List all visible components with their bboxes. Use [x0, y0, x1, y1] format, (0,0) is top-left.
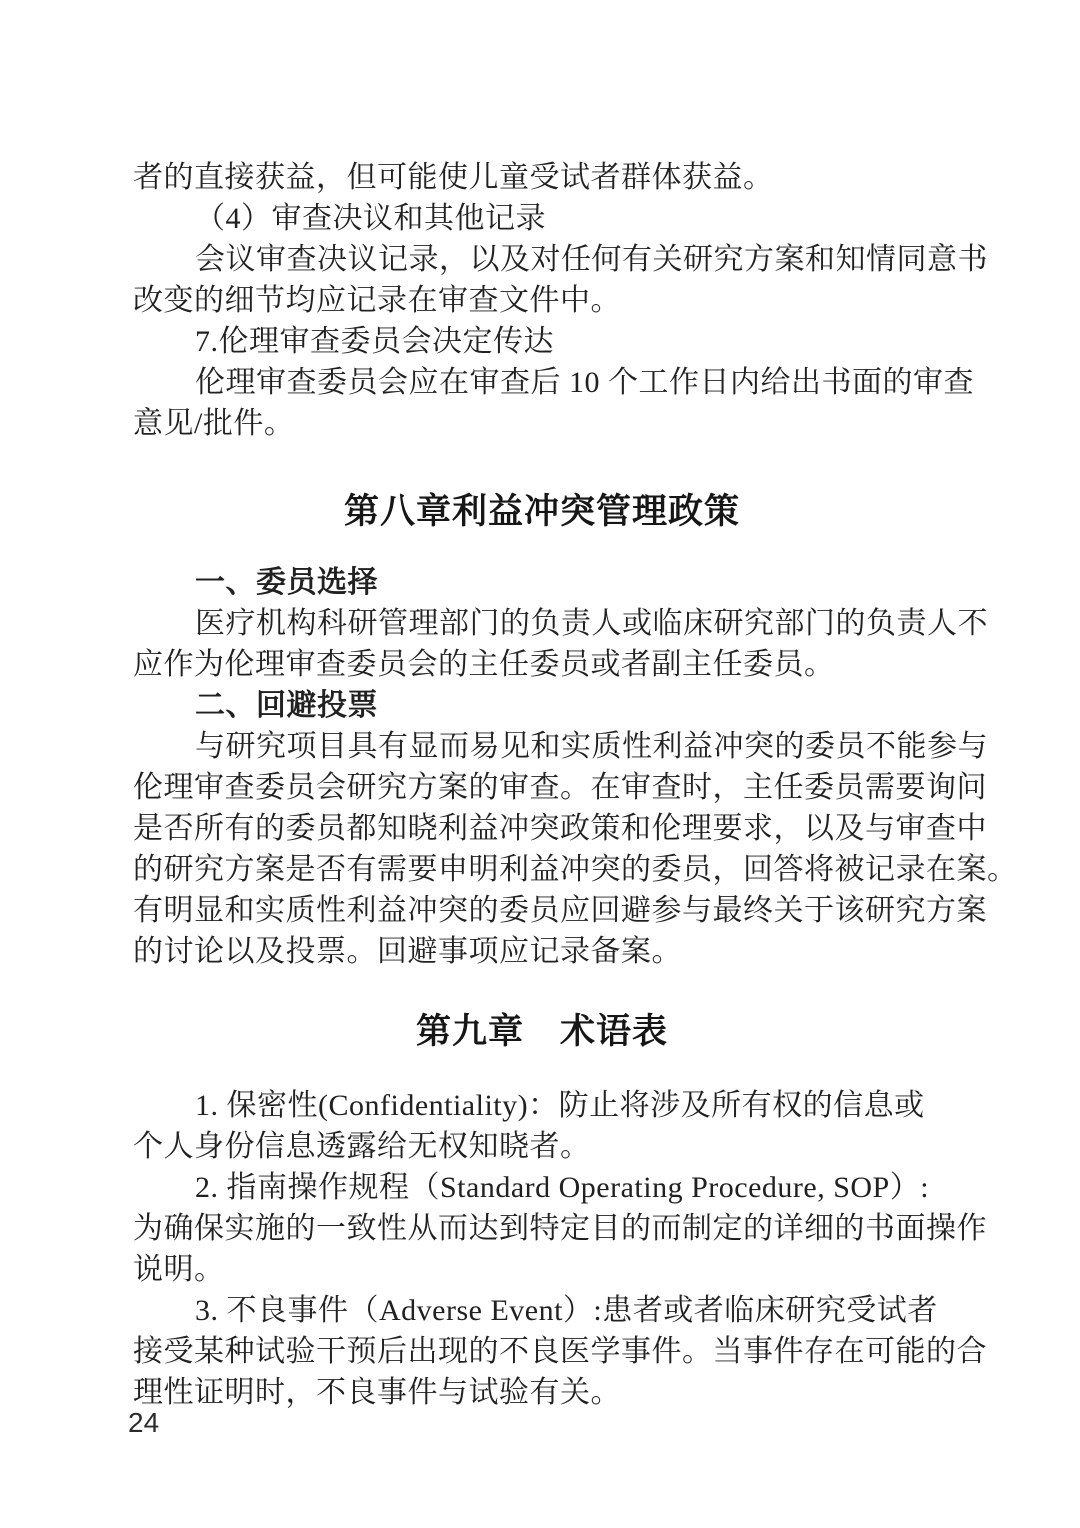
- chapter-9-title: 第九章 术语表: [415, 1012, 668, 1051]
- text-line: 为确保实施的一致性从而达到特定目的而制定的详细的书面操作: [133, 1212, 987, 1245]
- text-line: 的讨论以及投票。回避事项应记录备案。: [133, 935, 682, 968]
- text-line: （4）审查决议和其他记录: [195, 202, 546, 235]
- text-line: 应作为伦理审查委员会的主任委员或者副主任委员。: [133, 648, 835, 681]
- text-line: 者的直接获益，但可能使儿童受试者群体获益。: [133, 161, 774, 194]
- chapter-9-glossary: [133, 1085, 987, 1413]
- text-line: 说明。: [133, 1253, 225, 1286]
- page-content: [133, 157, 1018, 1413]
- text-line: 1. 保密性(Confidentiality)：防止将涉及所有权的信息或: [195, 1089, 925, 1122]
- intro-paragraph: [133, 157, 988, 444]
- text-line: 接受某种试验干预后出现的不良医学事件。当事件存在可能的合: [133, 1335, 987, 1368]
- text-line: 3. 不良事件（Adverse Event）:患者或者临床研究受试者: [195, 1294, 938, 1327]
- text-line: 与研究项目具有显而易见和实质性利益冲突的委员不能参与: [195, 730, 988, 763]
- chapter-8-body: [133, 562, 1018, 972]
- text-line: 个人身份信息透露给无权知晓者。: [133, 1130, 591, 1163]
- text-line: 改变的细节均应记录在审查文件中。: [133, 284, 621, 317]
- text-line: 伦理审查委员会研究方案的审查。在审查时，主任委员需要询问: [133, 771, 987, 804]
- text-line: 有明显和实质性利益冲突的委员应回避参与最终关于该研究方案: [133, 894, 987, 927]
- text-line: 2. 指南操作规程（Standard Operating Procedure, SOP）:: [195, 1171, 930, 1204]
- page-number: 24: [128, 1407, 160, 1438]
- chapter-8-title: 第八章利益冲突管理政策: [343, 492, 740, 531]
- text-line: 二、回避投票: [195, 689, 378, 722]
- text-line: 理性证明时，不良事件与试验有关。: [133, 1376, 621, 1409]
- text-line: 7.伦理审查委员会决定传达: [195, 325, 554, 358]
- text-line: 医疗机构科研管理部门的负责人或临床研究部门的负责人不: [195, 607, 988, 640]
- text-line: 是否所有的委员都知晓利益冲突政策和伦理要求，以及与审查中: [133, 812, 987, 845]
- text-line: 伦理审查委员会应在审查后 10 个工作日内给出书面的审查: [195, 366, 974, 399]
- text-line: 一、委员选择: [195, 566, 378, 599]
- text-line: 的研究方案是否有需要申明利益冲突的委员，回答将被记录在案。: [133, 853, 1018, 886]
- text-line: 会议审查决议记录，以及对任何有关研究方案和知情同意书: [195, 243, 988, 276]
- text-line: 意见/批件。: [133, 407, 295, 440]
